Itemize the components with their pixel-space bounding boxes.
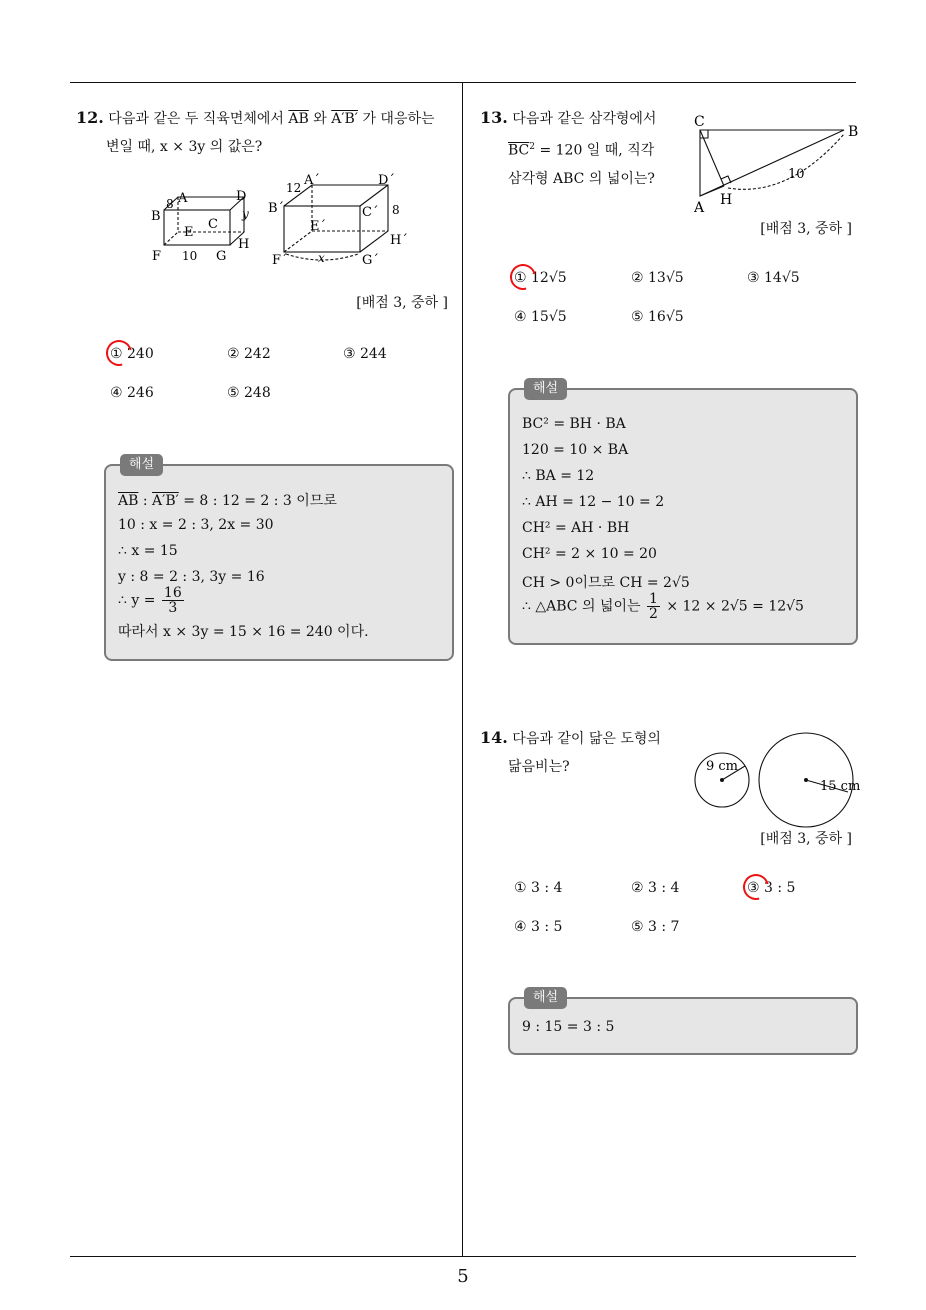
answer-mark-circle (738, 869, 774, 905)
label-b-prime: B´ (268, 201, 285, 216)
question-number: 13. (480, 108, 508, 127)
solution-line-5 (118, 586, 186, 615)
label-d: D (236, 189, 247, 204)
q13-solution-box (508, 381, 858, 645)
choice-5[interactable]: ⑤ 16√5 (631, 309, 684, 325)
choice-5[interactable]: ⑤ 248 (227, 385, 271, 401)
label-a: A (178, 191, 188, 206)
label-c-prime: C´ (362, 205, 379, 220)
label-h: H (238, 237, 250, 252)
choice-4[interactable]: ④ 246 (110, 385, 154, 401)
solution-line-2: 10 : x = 2 : 3, 2x = 30 (118, 517, 274, 533)
len-y: y (242, 207, 249, 221)
question-text-line3: 삼각형 ABC 의 넓이는? (508, 170, 655, 187)
column-divider (462, 82, 463, 1256)
label-b: B (151, 209, 161, 224)
choice-3[interactable]: ③ 244 (343, 346, 387, 362)
question-number: 12. (76, 108, 104, 127)
label-g-prime: G´ (362, 253, 379, 268)
q13-figure (688, 112, 868, 222)
label-e-prime: E´ (310, 219, 326, 234)
fraction (647, 592, 660, 621)
numerator: 1 (648, 591, 658, 607)
top-rule (70, 82, 856, 83)
answer-mark-circle (101, 335, 137, 371)
question-text: 다음과 같은 두 직육면체에서 (108, 111, 289, 127)
choice-3[interactable]: ③ 3 : 5 (747, 880, 796, 896)
solution-line-6: 따라서 x × 3y = 15 × 16 = 240 이다. (118, 624, 369, 640)
denominator: 3 (168, 600, 178, 616)
q14-figure (690, 732, 866, 828)
radius-large: 15 cm (820, 779, 861, 794)
label-h: H (720, 192, 733, 208)
solution-line-7: CH > 0이므로 CH = 2√5 (522, 575, 690, 591)
bottom-rule (70, 1256, 856, 1257)
solution-line-6: CH² = 2 × 10 = 20 (522, 546, 657, 562)
solution-tag: 해설 (120, 454, 163, 476)
question-12 (76, 104, 456, 161)
solution-line-1: 9 : 15 = 3 : 5 (522, 1019, 615, 1035)
question-number: 14. (480, 728, 508, 747)
question-14 (480, 724, 680, 781)
label-c: C (694, 114, 705, 130)
question-text: = 120 일 때, 직각 (535, 142, 655, 159)
segment-ab: $\overline{AB}$ (118, 493, 139, 509)
len-8: 8 (166, 197, 174, 211)
question-text: 다음과 같이 닮은 도형의 (512, 731, 661, 747)
len-10: 10 (182, 249, 198, 263)
len-12: 12 (286, 181, 302, 195)
page-number: 5 (457, 1266, 469, 1287)
question-text: 다음과 같은 삼각형에서 (512, 111, 657, 127)
solution-line-3: ∴ BA = 12 (522, 468, 595, 484)
choice-2[interactable]: ② 242 (227, 346, 271, 362)
denominator: 2 (648, 606, 658, 622)
question-13 (480, 104, 680, 193)
q12-score: [배점 3, 중하 ] (356, 295, 448, 311)
solution-text: ∴ △ABC 의 넓이는 (522, 598, 641, 615)
question-text: 가 대응하는 (358, 111, 435, 127)
solution-tag: 해설 (524, 987, 567, 1009)
choice-2[interactable]: ② 13√5 (631, 270, 684, 286)
question-text-line2: 닮음비는? (508, 759, 570, 775)
answer-mark-circle (505, 259, 541, 295)
choice-5[interactable]: ⑤ 3 : 7 (631, 919, 680, 935)
label-b: B (848, 124, 859, 140)
q12-solution-box (104, 457, 454, 661)
len-8-big: 8 (392, 203, 400, 217)
label-d-prime: D´ (378, 173, 395, 188)
label-a: A (694, 200, 705, 216)
question-text-line2: 변일 때, x × 3y 의 값은? (106, 139, 263, 155)
segment-ab: $\overline{AB}$ (288, 111, 309, 127)
numerator: 16 (163, 585, 182, 601)
segment-a2b2: A′B′ (331, 111, 358, 127)
solution-text: ∴ y = (118, 592, 156, 609)
solution-text: : (138, 493, 153, 509)
choice-4[interactable]: ④ 3 : 5 (514, 919, 563, 935)
q14-solution-box (508, 990, 858, 1055)
choice-3[interactable]: ③ 14√5 (747, 270, 800, 286)
solution-line-4: ∴ AH = 12 − 10 = 2 (522, 494, 665, 510)
choice-1[interactable]: ① 12√5 (514, 270, 567, 286)
solution-text: = 8 : 12 = 2 : 3 이므로 (178, 493, 337, 509)
solution-line-1 (118, 490, 337, 510)
question-text: 와 (308, 111, 332, 127)
label-g: G (216, 249, 227, 264)
solution-line-1: BC² = BH · BA (522, 416, 626, 432)
solution-line-8 (522, 592, 804, 621)
solution-text: × 12 × 2√5 = 12√5 (666, 598, 804, 615)
choice-4[interactable]: ④ 15√5 (514, 309, 567, 325)
solution-line-5: CH² = AH · BH (522, 520, 630, 536)
solution-line-3: ∴ x = 15 (118, 543, 178, 559)
q14-score: [배점 3, 중하 ] (760, 831, 852, 847)
q13-score: [배점 3, 중하 ] (760, 221, 852, 237)
choice-1[interactable]: ① 3 : 4 (514, 880, 563, 896)
solution-line-4: y : 8 = 2 : 3, 3y = 16 (118, 569, 265, 585)
label-h-prime: H´ (390, 233, 408, 248)
segment-bc: $\overline{BC}$ (508, 142, 530, 159)
q12-figure (140, 168, 420, 268)
len-x: x (318, 251, 325, 265)
label-c: C (208, 217, 218, 232)
solution-line-2: 120 = 10 × BA (522, 442, 629, 458)
radius-small: 9 cm (706, 759, 739, 774)
label-e: E (184, 225, 194, 240)
fraction (162, 586, 184, 615)
solution-tag: 해설 (524, 378, 567, 400)
label-f-prime: F´ (272, 253, 288, 268)
label-a-prime: A´ (304, 173, 320, 188)
label-f: F (152, 249, 162, 264)
choice-1[interactable]: ① 240 (110, 346, 154, 362)
choice-2[interactable]: ② 3 : 4 (631, 880, 680, 896)
question-text-line2: $\overline{BC}^2 = 120$ 일 때, 직각 (508, 142, 655, 159)
segment-a2b2: A′B′ (152, 493, 179, 509)
len-10: 10 (788, 167, 805, 182)
